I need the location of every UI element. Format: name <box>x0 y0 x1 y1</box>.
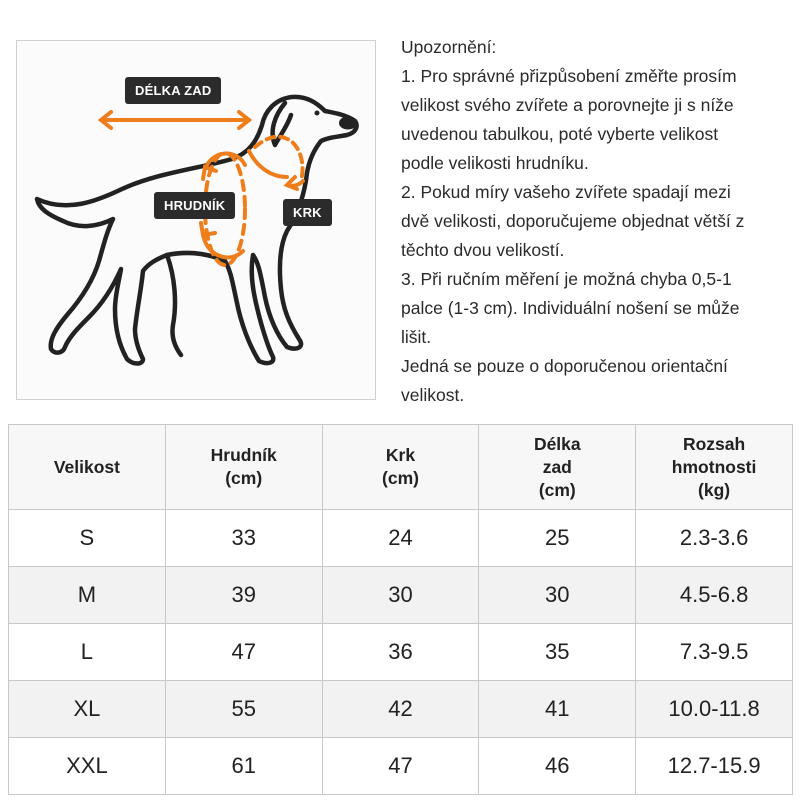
header-weight-range <box>636 425 793 510</box>
note-line: 2. Pokud míry vašeho zvířete spadají mezi <box>401 182 731 202</box>
table-row <box>9 681 793 738</box>
header-line: Hrudník <box>210 445 277 465</box>
neck-label: KRK <box>283 199 332 226</box>
cell-size: XL <box>9 681 166 738</box>
cell-weight-range: 7.3-9.5 <box>636 624 793 681</box>
size-table <box>8 424 793 795</box>
cell-back-length: 25 <box>479 510 636 567</box>
header-line: zad <box>542 456 572 477</box>
dog-outline <box>37 97 357 364</box>
header-neck <box>322 425 479 510</box>
neck-arrowhead <box>287 177 297 189</box>
cell-weight-range: 10.0-11.8 <box>636 681 793 738</box>
cell-size: S <box>9 510 166 567</box>
note-line: těchto dvou velikostí. <box>401 240 565 260</box>
header-chest <box>165 425 322 510</box>
note-line: palce (1-3 cm). Individuální nošení se může <box>401 298 740 318</box>
table-row <box>9 624 793 681</box>
table-header-row <box>9 425 793 510</box>
header-line: (kg) <box>698 479 731 500</box>
header-line: hmotnosti <box>671 456 757 477</box>
note-line: dvě velikosti, doporučujeme objednat větší z <box>401 211 745 231</box>
cell-back-length: 46 <box>479 738 636 795</box>
cell-back-length: 35 <box>479 624 636 681</box>
cell-neck: 30 <box>322 567 479 624</box>
cell-size: L <box>9 624 166 681</box>
cell-chest: 47 <box>165 624 322 681</box>
cell-back-length: 41 <box>479 681 636 738</box>
cell-size: M <box>9 567 166 624</box>
note-line: uvedenou tabulkou, poté vyberte velikost <box>401 124 719 144</box>
table-row <box>9 510 793 567</box>
cell-neck: 42 <box>322 681 479 738</box>
cell-weight-range: 2.3-3.6 <box>636 510 793 567</box>
header-back-length <box>479 425 636 510</box>
note-line: podle velikosti hrudníku. <box>401 153 589 173</box>
nose-icon <box>339 117 357 130</box>
header-line: (cm) <box>225 468 263 488</box>
cell-neck: 36 <box>322 624 479 681</box>
header-line: Rozsah <box>682 433 746 454</box>
chest-label: HRUDNÍK <box>154 192 235 219</box>
neck-arc <box>249 151 287 177</box>
header-line: (cm) <box>538 479 576 500</box>
cell-chest: 55 <box>165 681 322 738</box>
note-line: Jedná se pouze o doporučenou orientační <box>401 356 728 376</box>
note-line: 1. Pro správné přizpůsobení změřte prosím <box>401 66 737 86</box>
cell-neck: 47 <box>322 738 479 795</box>
table-row <box>9 738 793 795</box>
cell-chest: 39 <box>165 567 322 624</box>
cell-size: XXL <box>9 738 166 795</box>
header-line: Délka <box>533 433 581 454</box>
measurement-figure <box>16 40 376 400</box>
note-line: velikost svého zvířete a porovnejte ji s níže <box>401 95 734 115</box>
table-row <box>9 567 793 624</box>
note-line: 3. Při ručním měření je možná chyba 0,5-1 <box>401 269 732 289</box>
header-line: Velikost <box>53 456 120 477</box>
cell-weight-range: 4.5-6.8 <box>636 567 793 624</box>
note-line: velikost. <box>401 385 465 405</box>
cell-weight-range: 12.7-15.9 <box>636 738 793 795</box>
note-line: lišit. <box>401 327 432 347</box>
cell-chest: 61 <box>165 738 322 795</box>
notes-panel <box>401 33 793 410</box>
cell-back-length: 30 <box>479 567 636 624</box>
header-line: Krk <box>385 445 416 465</box>
cell-neck: 24 <box>322 510 479 567</box>
notes-title: Upozornění: <box>401 37 497 57</box>
header-line: (cm) <box>382 468 419 488</box>
back-length-label: DÉLKA ZAD <box>125 77 221 104</box>
eye-icon <box>315 111 320 116</box>
cell-chest: 33 <box>165 510 322 567</box>
header-size <box>9 425 166 510</box>
